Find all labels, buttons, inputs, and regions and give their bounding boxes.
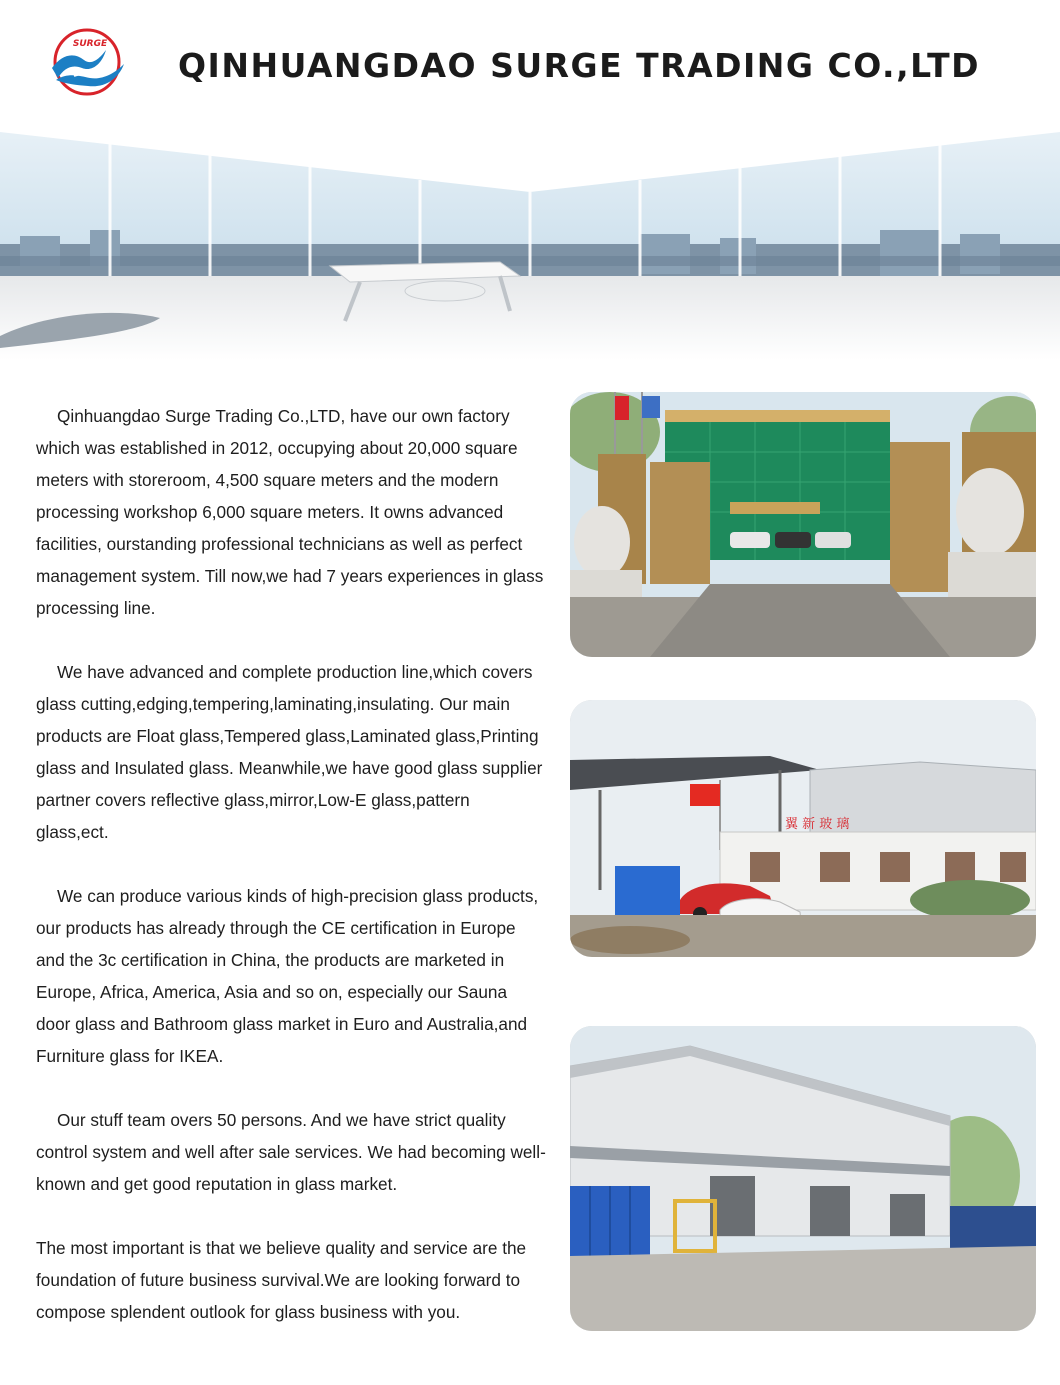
paragraph-certifications: We can produce various kinds of high-precision glass products, our products has already through the CE certification in Europe and the 3c certification in China, the products are marketed in Europe, Africa, America, Asia and so on, especially our Sauna door glass and Bathroom glass market in Euro and Australia,and Furniture glass for IKEA. [36,886,539,1066]
company-name: QINHUANGDAO SURGE TRADING CO.,LTD [178,46,981,85]
building-sign: 翼 新 玻 璃 [785,817,850,832]
banner-image [0,126,1060,360]
photo-industrial-hall [570,1026,1036,1331]
paragraph-closing: The most important is that we believe quality and service are the foundation of future business survival.We are looking forward to compose splendent outlook for glass business with you. [36,1238,527,1322]
about-text [36,400,546,1360]
company-logo [44,28,130,96]
photo-factory-gate [570,392,1036,657]
paragraph-team: Our stuff team overs 50 persons. And we have strict quality control system and well after sale services. We had becoming well-known and get good reputation in glass market. [36,1110,546,1194]
paragraph-company-intro: Qinhuangdao Surge Trading Co.,LTD, have our own factory which was established in 2012, occupying about 20,000 square meters with storeroom, 4,500 square meters and the modern processing workshop 6,000 square meters. It owns advanced facilities, ourstanding professional technicians as well as perfect management system. Till now,we had 7 years experiences in glass processing line. [36,406,544,618]
surge-wave-icon [44,28,130,96]
paragraph-production-line: We have advanced and complete production line,which covers glass cutting,edging,tempering,laminating,insulating. Our main products are Float glass,Tempered glass,Laminated glass,Printing glass and Insulated glass. Meanwhile,we have good glass supplier partner covers reflective glass,mirror,Low-E glass,pattern glass,ect. [36,662,543,842]
logo-text: SURGE [72,39,108,49]
page-header [0,0,1060,120]
photo-warehouse-yard [570,700,1036,957]
